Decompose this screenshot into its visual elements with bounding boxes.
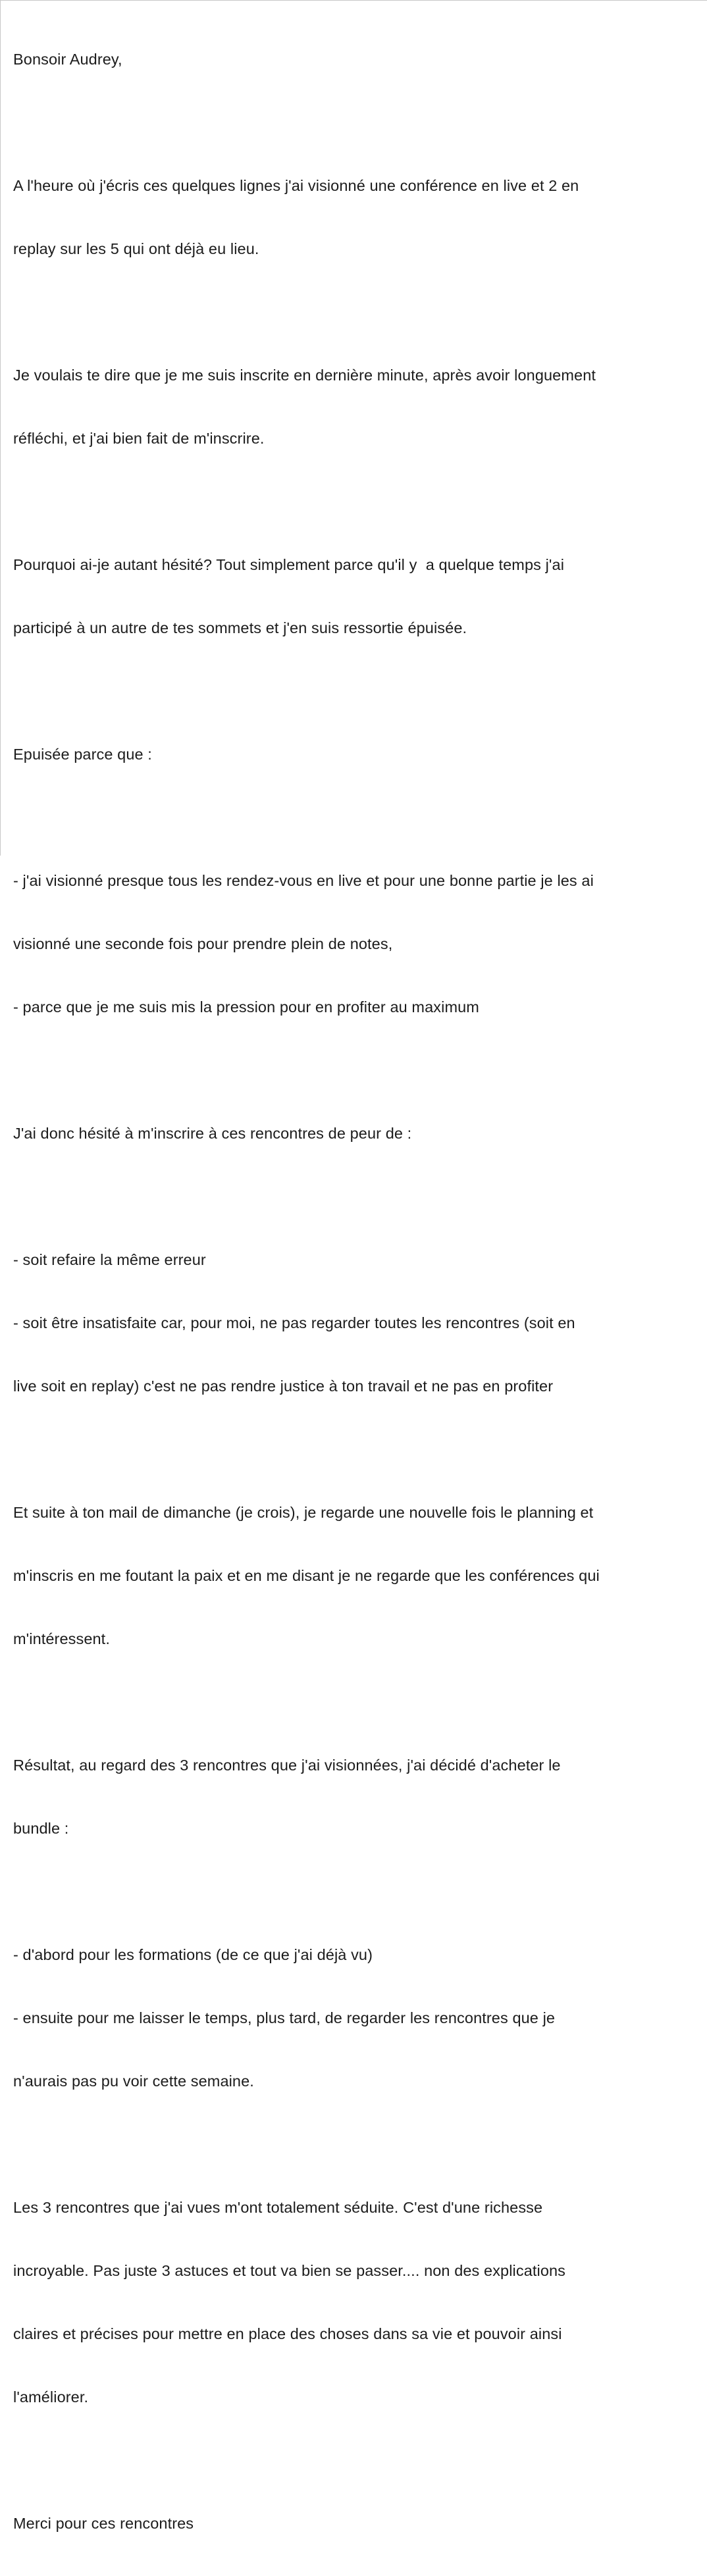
text-line: claires et précises pour mettre en place des choses dans sa vie et pouvoir ainsi [13,2325,562,2342]
text-line: n'aurais pas pu voir cette semaine. [13,2073,254,2090]
text-line: bundle : [13,1820,69,1837]
bundle-reasons-list [13,1902,701,2134]
text-line: Bonsoir Audrey, [13,51,122,68]
text-line: - soit refaire la même erreur [13,1251,206,1268]
text-line: Résultat, au regard des 3 rencontres que j'ai visionnées, j'ai décidé d'acheter le [13,1757,561,1774]
text-line: m'inscris en me foutant la paix et en me disant je ne regarde que les conférences qui [13,1567,600,1584]
text-line: live soit en replay) c'est ne pas rendre justice à ton travail et ne pas en profiter [13,1378,554,1395]
exhausted-reasons-list [13,828,701,1060]
result-paragraph [13,1713,701,1881]
text-line: Je voulais te dire que je me suis inscrite en dernière minute, après avoir longuement [13,367,596,384]
text-line: réfléchi, et j'ai bien fait de m'inscrire. [13,430,265,447]
email-body [13,7,701,2576]
text-line: Et suite à ton mail de dimanche (je crois), je regarde une nouvelle fois le planning et [13,1504,594,1521]
exhausted-heading-paragraph [13,702,701,807]
hesitation-paragraph [13,512,701,681]
text-line: Les 3 rencontres que j'ai vues m'ont totalement séduite. C'est d'une richesse [13,2199,543,2216]
intro-paragraph [13,133,701,301]
text-line: Pourquoi ai-je autant hésité? Tout simplement parce qu'il y a quelque temps j'ai [13,556,565,573]
text-line: - ensuite pour me laisser le temps, plus tard, de regarder les rencontres que je [13,2009,556,2026]
closing-paragraph [13,2471,701,2576]
text-line: J'ai donc hésité à m'inscrire à ces rencontres de peur de : [13,1125,412,1142]
text-line: - j'ai visionné presque tous les rendez-vous en live et pour une bonne partie je les ai [13,872,594,889]
text-line: - parce que je me suis mis la pression pour en profiter au maximum [13,998,479,1016]
text-line: - soit être insatisfaite car, pour moi, ne pas regarder toutes les rencontres (soit en [13,1314,575,1331]
greeting-paragraph [13,7,701,112]
registration-paragraph [13,322,701,491]
text-line: Epuisée parce que : [13,746,152,763]
text-line: replay sur les 5 qui ont déjà eu lieu. [13,240,259,257]
text-line: Merci pour ces rencontres [13,2515,194,2532]
decision-paragraph [13,1460,701,1691]
fear-heading-paragraph [13,1081,701,1186]
testimonial-paragraph [13,2155,701,2450]
fear-reasons-list [13,1207,701,1439]
text-line: m'intéressent. [13,1630,110,1647]
text-line: participé à un autre de tes sommets et j'en suis ressortie épuisée. [13,619,467,636]
text-line: incroyable. Pas juste 3 astuces et tout va bien se passer.... non des explications [13,2262,566,2279]
text-line: visionné une seconde fois pour prendre plein de notes, [13,935,393,952]
text-line: A l'heure où j'écris ces quelques lignes j'ai visionné une conférence en live et 2 en [13,177,579,194]
text-line: - d'abord pour les formations (de ce que j'ai déjà vu) [13,1946,373,1963]
text-line: l'améliorer. [13,2388,89,2406]
